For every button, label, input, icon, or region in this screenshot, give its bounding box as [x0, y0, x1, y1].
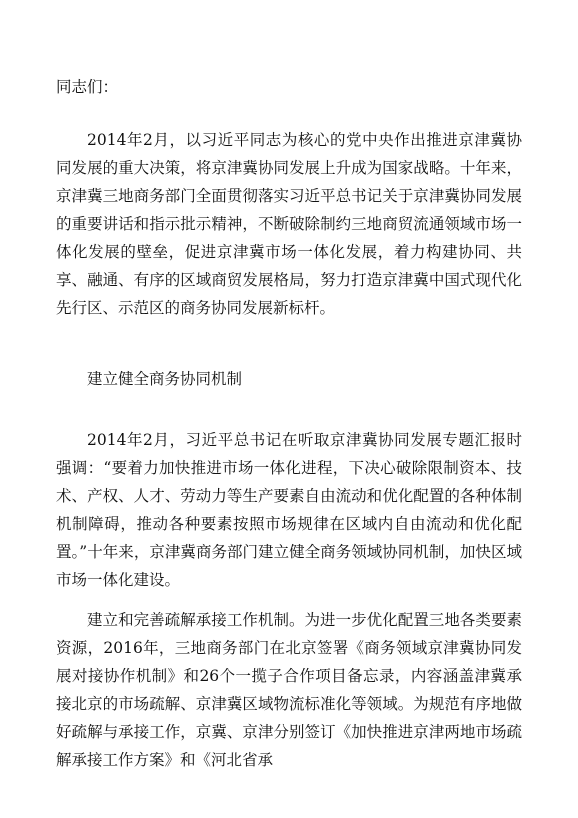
paragraph-quote: 2014年2月，习近平总书记在听取京津冀协同发展专题汇报时强调：“要着力加快推进市场一体化进程，下决心破除限制资本、技术、产权、人才、劳动力等生产要素自由流动和优化配置的各种体制机制障碍，推动各种要素按照市场规律在区域内自由流动和优化配置。”十年来，京津冀商务部门建立健全商务领域协同机制，加快区域市场一体化建设。 — [56, 431, 522, 589]
section-heading: 建立健全商务协同机制 — [87, 370, 243, 388]
paragraph-mechanism: 建立和完善疏解承接工作机制。为进一步优化配置三地各类要素资源，2016年，三地商务部门在北京签署《商务领域京津冀协同发展对接协作机制》和26个一揽子合作项目备忘录，内容涵盖津冀承接北京的市场疏解、京津冀区域物流标准化等领域。为规范有序地做好疏解与承接工作，京冀、京津分别签订《加快推进京津两地市场疏解承接工作方案》和《河北省承 — [56, 611, 522, 769]
paragraph-intro: 2014年2月，以习近平同志为核心的党中央作出推进京津冀协同发展的重大决策，将京津冀协同发展上升成为国家战略。十年来，京津冀三地商务部门全面贯彻落实习近平总书记关于京津冀协同发展的重要讲话和指示批示精神，不断破除制约三地商贸流通领域市场一体化发展的壁垒，促进京津冀市场一体化发展，着力构建协同、共享、融通、有序的区域商贸发展格局，努力打造京津冀中国式现代化先行区、示范区的商务协同发展新标杆。 — [56, 131, 522, 317]
salutation: 同志们： — [56, 78, 119, 96]
